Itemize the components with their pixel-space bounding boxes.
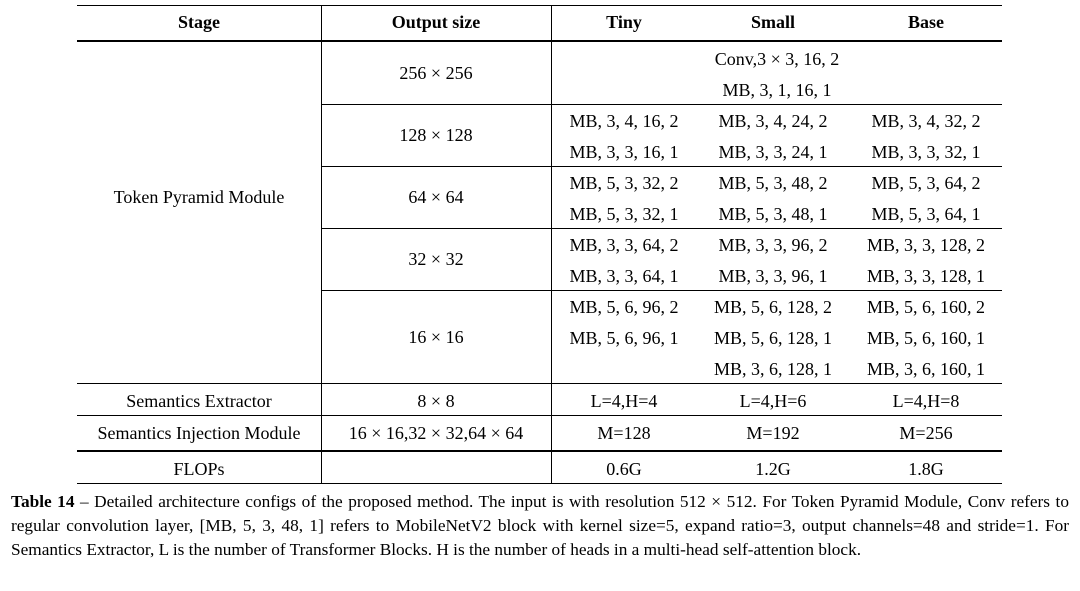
header-output-size: Output size	[391, 12, 481, 32]
small-cell: MB, 3, 6, 128, 1	[713, 359, 833, 379]
row-rule	[322, 166, 1002, 167]
base-cell: MB, 5, 3, 64, 2	[871, 173, 981, 193]
base-cell: MB, 3, 4, 32, 2	[871, 111, 981, 131]
small-cell: MB, 3, 4, 24, 2	[718, 111, 828, 131]
caption-text: – Detailed architecture configs of the proposed method. The input is with resolution 512 × 512. For Token Pyramid Module, Conv refers to regular convolution layer, [MB, 5, 3, 48, 1] refers to MobileNetV2 block with kernel size=5, expand ratio=3, output channels=48 and stride=1. For Semantics Extractor, L is the number of Transformer Blocks. H is the number of heads in a multi-head self-attention block.	[11, 492, 1069, 559]
tiny-cell: 0.6G	[606, 459, 642, 479]
tiny-cell: MB, 3, 4, 16, 2	[569, 111, 679, 131]
top-rule	[77, 5, 1002, 6]
header-rule	[77, 40, 1002, 42]
small-cell: MB, 5, 3, 48, 1	[718, 204, 828, 224]
row-rule	[322, 228, 1002, 229]
small-cell: MB, 5, 3, 48, 2	[718, 173, 828, 193]
stage-flops: FLOPs	[173, 459, 225, 479]
base-cell: M=256	[899, 423, 953, 443]
tiny-cell: MB, 3, 3, 64, 1	[569, 266, 679, 286]
tiny-cell: L=4,H=4	[590, 391, 658, 411]
tiny-cell: MB, 5, 6, 96, 1	[569, 328, 679, 348]
base-cell: MB, 5, 6, 160, 2	[866, 297, 986, 317]
stage-semantics-extractor: Semantics Extractor	[126, 391, 272, 411]
table-caption	[11, 490, 1069, 562]
header-base: Base	[908, 12, 944, 32]
stage-token-pyramid: Token Pyramid Module	[113, 187, 285, 207]
base-cell: MB, 3, 3, 32, 1	[871, 142, 981, 162]
tiny-cell: MB, 3, 3, 64, 2	[569, 235, 679, 255]
stage-semantics-injection: Semantics Injection Module	[97, 423, 301, 443]
tiny-cell: MB, 5, 3, 32, 2	[569, 173, 679, 193]
column-divider	[551, 5, 552, 484]
small-cell: MB, 5, 6, 128, 2	[713, 297, 833, 317]
output-size-cell: 128 × 128	[399, 125, 473, 145]
tiny-cell: MB, 3, 3, 16, 1	[569, 142, 679, 162]
base-cell: MB, 5, 3, 64, 1	[871, 204, 981, 224]
base-cell: MB, 3, 3, 128, 1	[866, 266, 986, 286]
small-cell: L=4,H=6	[739, 391, 807, 411]
section-rule	[77, 383, 1002, 384]
output-size-cell: 8 × 8	[417, 391, 455, 411]
stem-config: MB, 3, 1, 16, 1	[722, 80, 832, 100]
caption-label: Table 14	[11, 492, 75, 511]
output-size-cell: 16 × 16,32 × 32,64 × 64	[348, 423, 524, 443]
output-size-cell: 32 × 32	[408, 249, 464, 269]
base-cell: L=4,H=8	[892, 391, 960, 411]
section-rule	[77, 415, 1002, 416]
column-divider	[321, 5, 322, 484]
small-cell: 1.2G	[755, 459, 791, 479]
row-rule	[322, 104, 1002, 105]
base-cell: MB, 3, 3, 128, 2	[866, 235, 986, 255]
small-cell: M=192	[746, 423, 800, 443]
header-small: Small	[750, 12, 796, 32]
tiny-cell: M=128	[597, 423, 651, 443]
output-size-cell: 256 × 256	[399, 63, 473, 83]
output-size-cell: 64 × 64	[408, 187, 464, 207]
flops-rule	[77, 450, 1002, 452]
base-cell: MB, 3, 6, 160, 1	[866, 359, 986, 379]
small-cell: MB, 5, 6, 128, 1	[713, 328, 833, 348]
small-cell: MB, 3, 3, 24, 1	[718, 142, 828, 162]
output-size-cell: 16 × 16	[408, 327, 464, 347]
bottom-rule	[77, 483, 1002, 484]
base-cell: MB, 5, 6, 160, 1	[866, 328, 986, 348]
tiny-cell: MB, 5, 3, 32, 1	[569, 204, 679, 224]
stem-config: Conv,3 × 3, 16, 2	[714, 49, 840, 69]
tiny-cell: MB, 5, 6, 96, 2	[569, 297, 679, 317]
small-cell: MB, 3, 3, 96, 1	[718, 266, 828, 286]
header-stage: Stage	[178, 12, 220, 32]
small-cell: MB, 3, 3, 96, 2	[718, 235, 828, 255]
row-rule	[322, 290, 1002, 291]
header-tiny: Tiny	[606, 12, 642, 32]
base-cell: 1.8G	[908, 459, 944, 479]
